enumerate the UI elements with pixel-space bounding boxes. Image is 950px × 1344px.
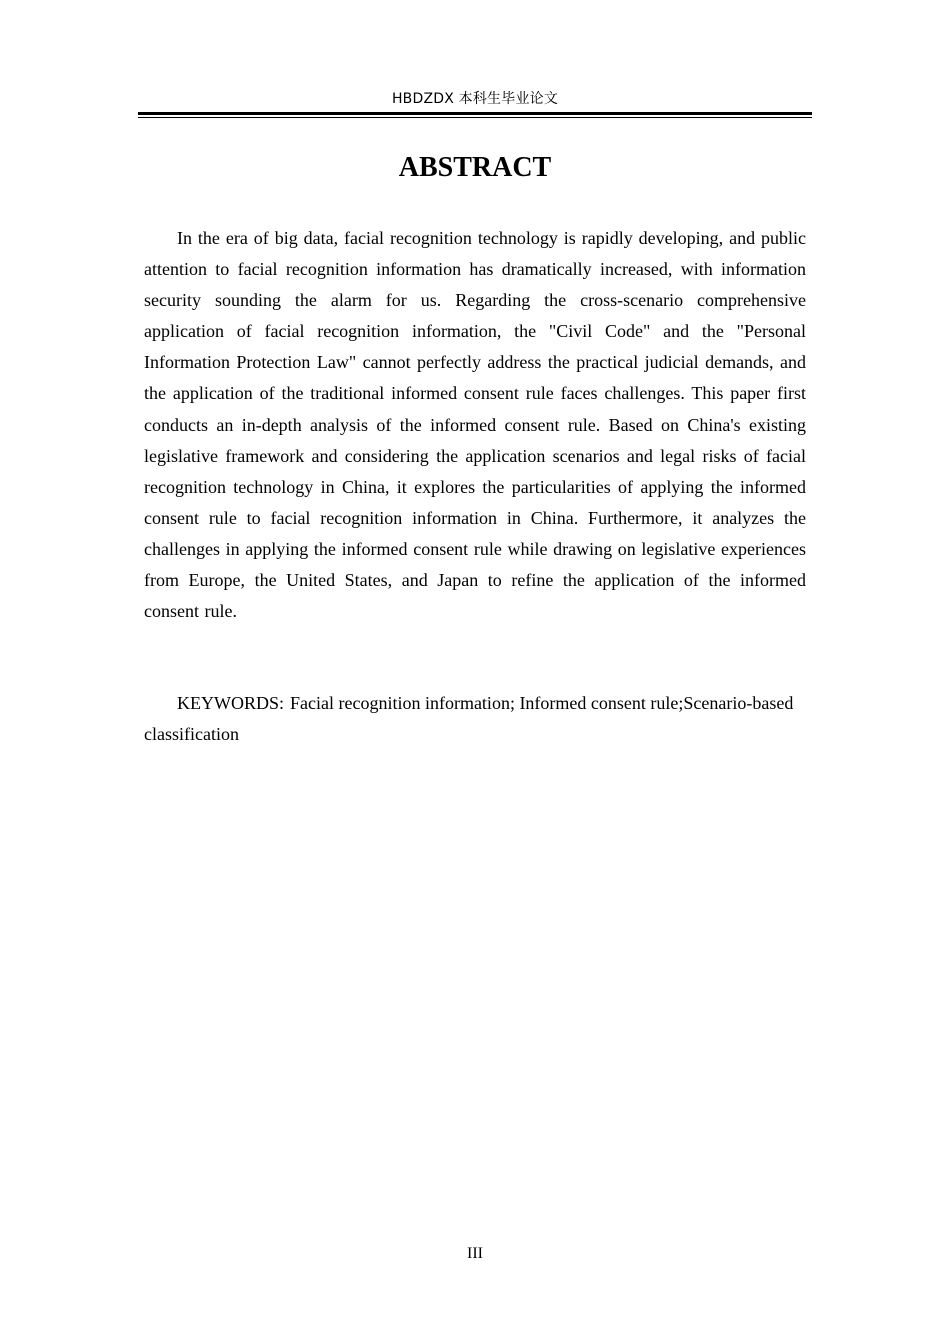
header-rule-thin [138, 117, 812, 118]
page-number: III [467, 1245, 483, 1262]
abstract-body: In the era of big data, facial recognition technology is rapidly developing, and public attention to facial recognition information has dramatically increased, with information security sounding the alarm for us. Regarding the cross-scenario comprehensive application of facial recognition information, the "Civil Code" and the "Personal Information Protection Law" cannot perfectly address the practical judicial demands, and the application of the traditional informed consent rule faces challenges. This paper first conducts an in-depth analysis of the informed consent rule. Based on China's existing legislative framework and considering the application scenarios and legal risks of facial recognition technology in China, it explores the particularities of applying the informed consent rule to facial recognition information in China. Furthermore, it analyzes the challenges in applying the informed consent rule while drawing on legislative experiences from Europe, the United States, and Japan to refine the application of the informed consent rule. [144, 228, 806, 622]
header-rule-thick [138, 112, 812, 115]
abstract-heading: ABSTRACT [398, 152, 552, 183]
running-header-title: HBDZDX 本科生毕业论文 [391, 91, 559, 107]
keywords-paragraph [144, 688, 806, 750]
keywords-text: Facial recognition information; Informed consent rule;Scenario-based classification [144, 693, 794, 744]
keywords-label: KEYWORDS: [177, 693, 284, 713]
